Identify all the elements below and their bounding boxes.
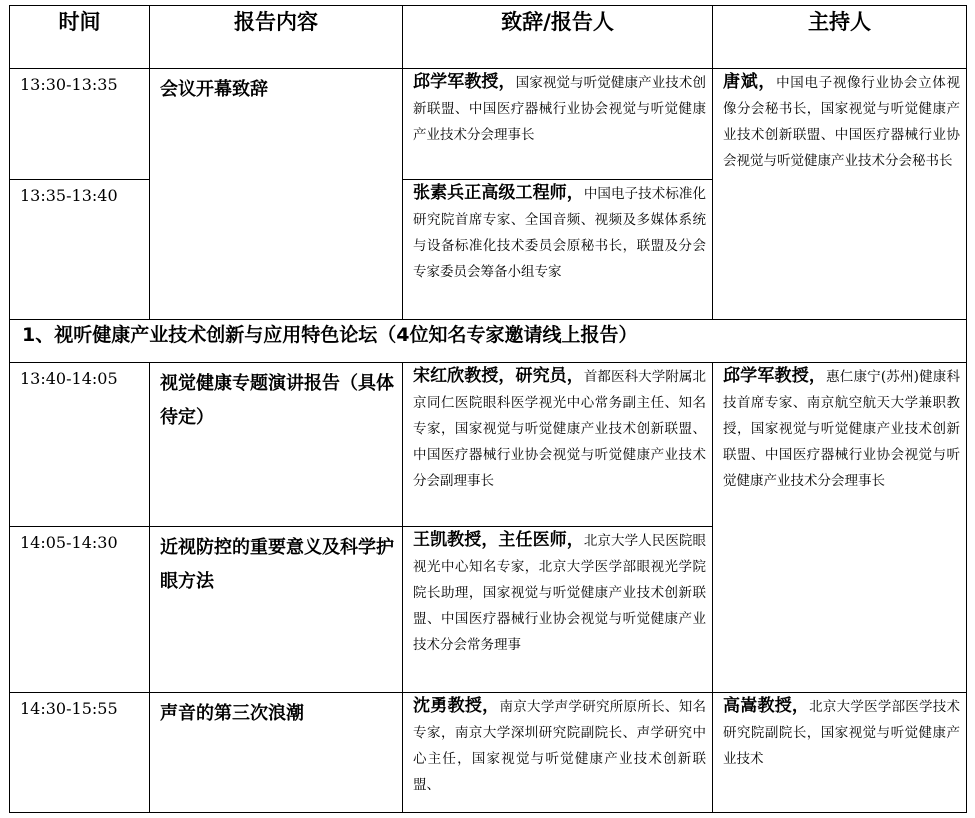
speaker-name: 沈勇教授， xyxy=(413,696,500,716)
speaker-desc: 南京大学声学研究所原所长、知名专家，南京大学深圳研究院副院长、声学研究中心主任，国家视觉与听觉健康产业技术创新联盟、 xyxy=(413,699,707,793)
topic-cell xyxy=(150,363,403,527)
table-row xyxy=(10,693,967,813)
time-cell: 13:30-13:35 xyxy=(10,69,150,180)
speaker-cell xyxy=(403,363,713,527)
speaker-desc: 国家视觉与听觉健康产业技术创新联盟、中国医疗器械行业协会视觉与听觉健康产业技术分会理事长 xyxy=(413,75,707,143)
table-row xyxy=(10,363,967,527)
host-cell xyxy=(713,693,967,813)
table-header-row xyxy=(10,6,967,69)
header-content: 报告内容 xyxy=(150,6,403,69)
header-speaker: 致辞/报告人 xyxy=(403,6,713,69)
header-host: 主持人 xyxy=(713,6,967,69)
topic-text: 声音的第三次浪潮 xyxy=(160,703,304,724)
host-desc: 中国电子视像行业协会立体视像分会秘书长，国家视觉与听觉健康产业技术创新联盟、中国医疗器械行业协会视觉与听觉健康产业技术分会秘书长 xyxy=(723,75,961,169)
header-time: 时间 xyxy=(10,6,150,69)
section-title: 1、视听健康产业技术创新与应用特色论坛（4位知名专家邀请线上报告） xyxy=(10,320,967,363)
host-desc: 北京大学医学部医学技术研究院副院长，国家视觉与听觉健康产业技术 xyxy=(723,699,961,767)
speaker-name: 王凯教授，主任医师， xyxy=(413,530,584,550)
speaker-desc: 北京大学人民医院眼视光中心知名专家，北京大学医学部眼视光学院院长助理，国家视觉与听觉健康产业技术创新联盟、中国医疗器械行业协会视觉与听觉健康产业技术分会常务理事 xyxy=(413,533,707,653)
speaker-desc: 中国电子技术标准化研究院首席专家、全国音频、视频及多媒体系统与设备标准化技术委员会原秘书长，联盟及分会专家委员会筹备小组专家 xyxy=(413,186,707,280)
host-name: 邱学军教授， xyxy=(723,366,827,386)
speaker-cell xyxy=(403,693,713,813)
host-name: 高嵩教授， xyxy=(723,696,810,716)
speaker-cell xyxy=(403,180,713,320)
time-cell: 13:40-14:05 xyxy=(10,363,150,527)
agenda-table xyxy=(9,5,967,813)
time-cell: 14:30-15:55 xyxy=(10,693,150,813)
topic-text: 会议开幕致辞 xyxy=(160,79,268,100)
topic-cell xyxy=(150,69,403,320)
host-name: 唐斌， xyxy=(723,72,777,92)
topic-text: 近视防控的重要意义及科学护眼方法 xyxy=(160,537,394,592)
table-row xyxy=(10,69,967,180)
host-cell xyxy=(713,363,967,693)
time-cell: 13:35-13:40 xyxy=(10,180,150,320)
speaker-name: 张素兵正高级工程师， xyxy=(413,183,584,203)
speaker-cell xyxy=(403,527,713,693)
host-cell xyxy=(713,69,967,320)
speaker-desc: 首都医科大学附属北京同仁医院眼科医学视光中心常务副主任、知名专家，国家视觉与听觉健康产业技术创新联盟、中国医疗器械行业协会视觉与听觉健康产业技术分会副理事长 xyxy=(413,369,707,489)
topic-cell xyxy=(150,527,403,693)
speaker-cell xyxy=(403,69,713,180)
topic-cell xyxy=(150,693,403,813)
section-row xyxy=(10,320,967,363)
speaker-name: 宋红欣教授，研究员， xyxy=(413,366,584,386)
host-desc: 惠仁康宁(苏州)健康科技首席专家、南京航空航天大学兼职教授，国家视觉与听觉健康产业技术创新联盟、中国医疗器械行业协会视觉与听觉健康产业技术分会理事长 xyxy=(723,369,960,489)
topic-text: 视觉健康专题演讲报告（具体待定） xyxy=(160,373,394,428)
speaker-name: 邱学军教授， xyxy=(413,72,516,92)
time-cell: 14:05-14:30 xyxy=(10,527,150,693)
